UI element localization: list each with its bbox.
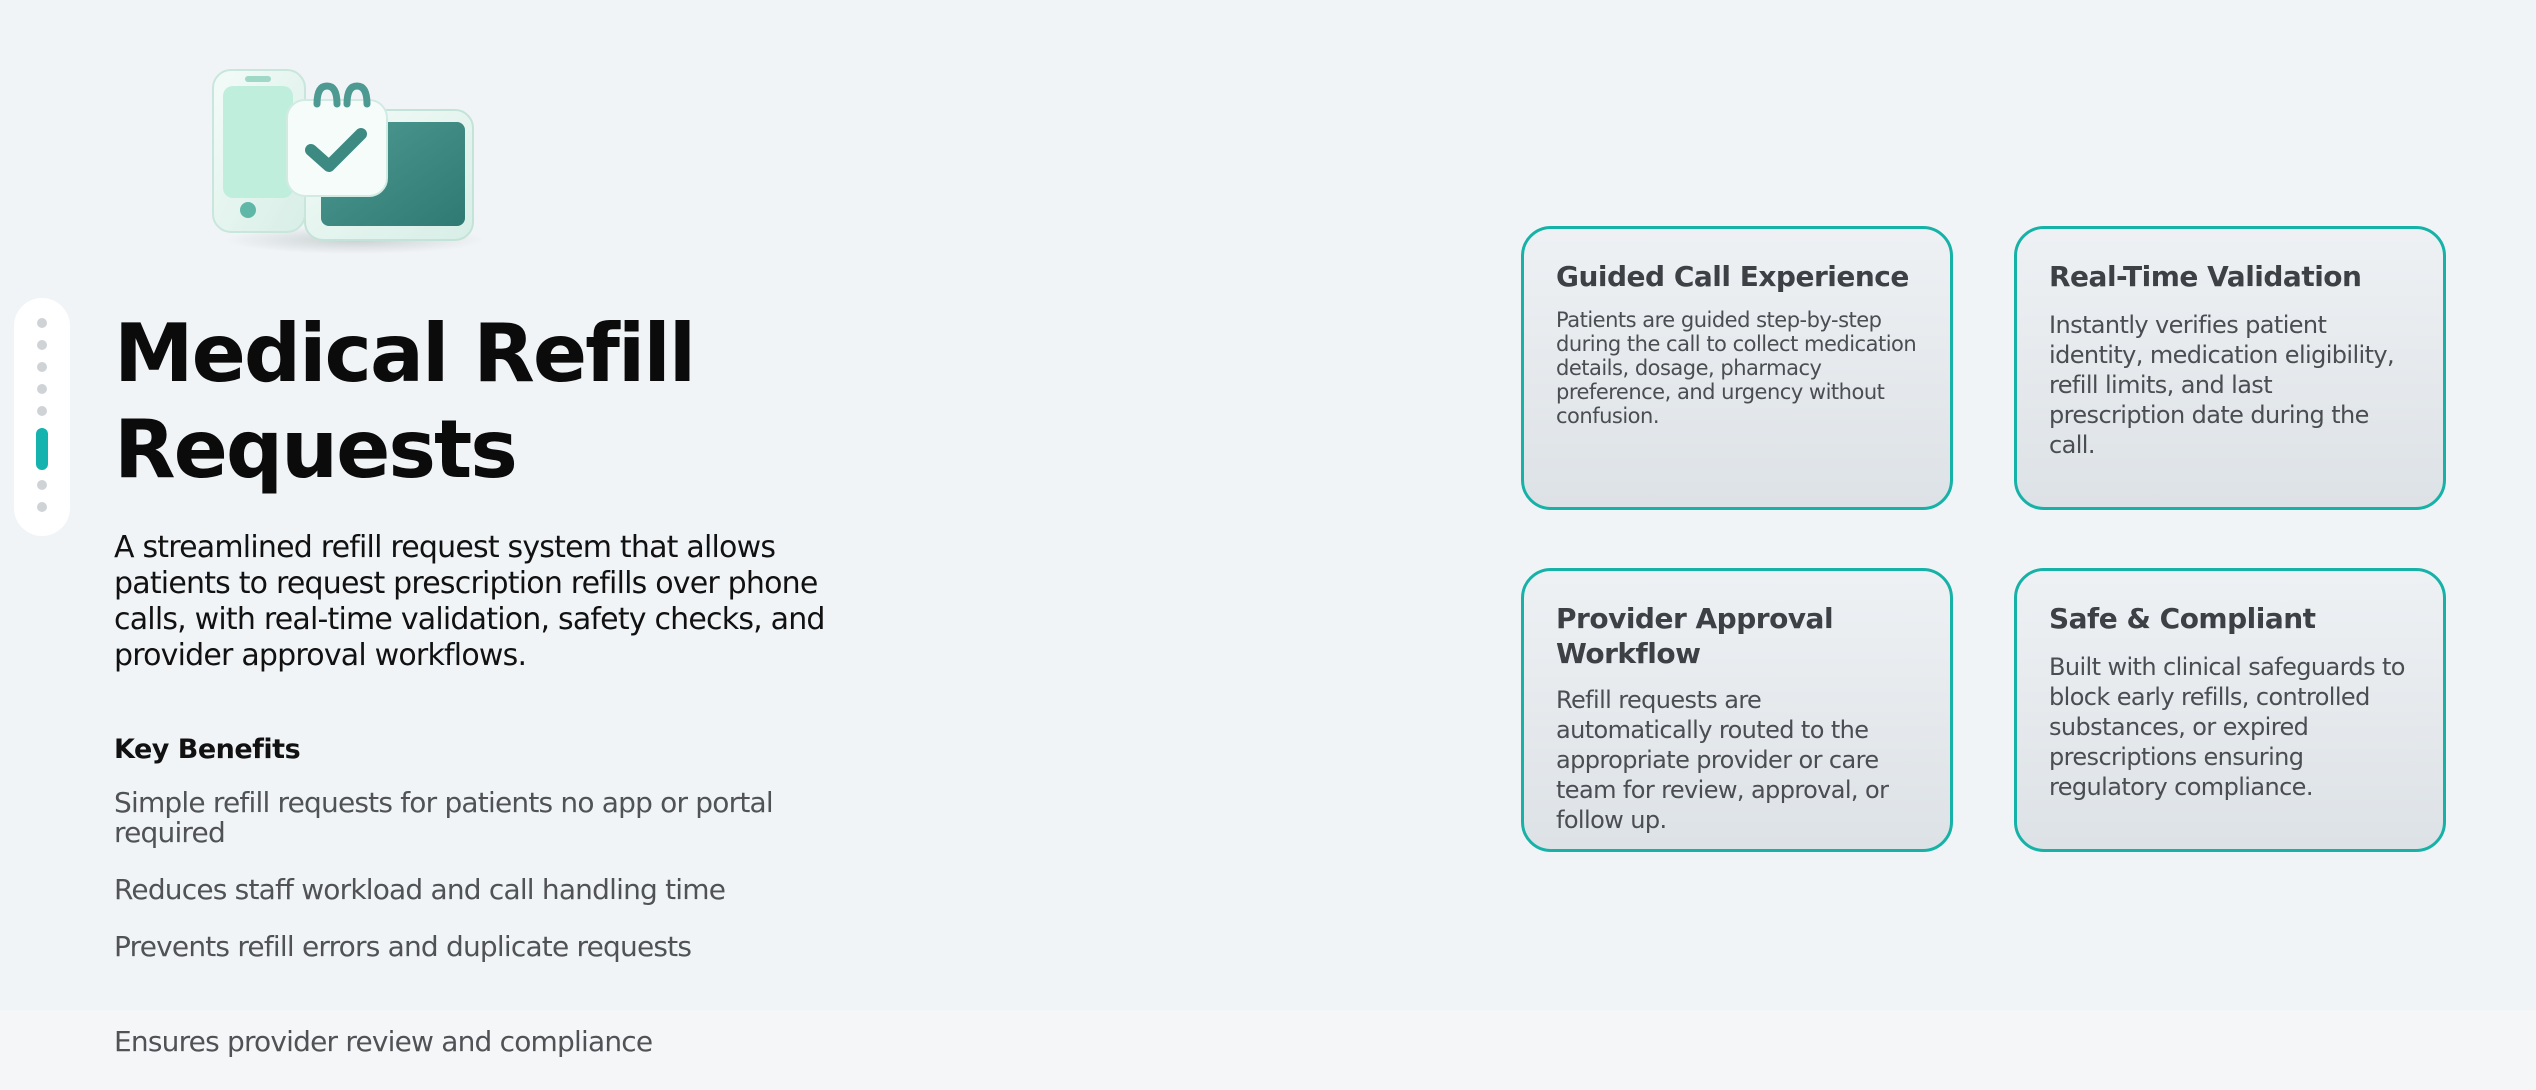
card-title: Real-Time Validation	[2049, 260, 2362, 293]
pager-dot[interactable]	[37, 480, 47, 490]
pager-dot-active[interactable]	[36, 428, 48, 470]
pager-dot[interactable]	[37, 384, 47, 394]
benefit-item: Simple refill requests for patients no app or portal required	[114, 786, 773, 849]
pager-dot[interactable]	[37, 340, 47, 350]
slide-pager[interactable]	[14, 298, 70, 536]
phone-calendar-check-icon	[205, 62, 495, 262]
pager-dot[interactable]	[37, 406, 47, 416]
page-description: A streamlined refill request system that allows patients to request prescription refills over phone calls, with real-time validation, safety checks, and provider approval workflows.	[114, 530, 825, 673]
card-title: Safe & Compliant	[2049, 602, 2316, 635]
feature-card-provider-approval	[1521, 568, 1953, 852]
pager-dot[interactable]	[37, 362, 47, 372]
card-text: Built with clinical safeguards to block early refills, controlled substances, or expired prescriptions ensuring regulatory compliance.	[2049, 653, 2405, 801]
feature-card-safe-compliant	[2014, 568, 2446, 852]
feature-card-real-time-validation	[2014, 226, 2446, 510]
card-text: Patients are guided step-by-step during the call to collect medication details, dosage, pharmacy preference, and urgency without confusion.	[1556, 308, 1917, 428]
benefit-item: Reduces staff workload and call handling time	[114, 873, 726, 906]
card-title: Guided Call Experience	[1556, 260, 1909, 293]
benefit-item: Prevents refill errors and duplicate requests	[114, 930, 692, 963]
page-title: Medical Refill Requests	[114, 307, 695, 496]
pager-dot[interactable]	[37, 318, 47, 328]
pager-dot[interactable]	[37, 502, 47, 512]
benefit-item: Ensures provider review and compliance	[114, 1025, 653, 1058]
card-text: Instantly verifies patient identity, medication eligibility, refill limits, and last prescription date during the call.	[2049, 311, 2395, 459]
feature-card-guided-call	[1521, 226, 1953, 510]
benefits-heading: Key Benefits	[114, 734, 301, 765]
card-title: Provider Approval Workflow	[1556, 602, 1834, 670]
card-text: Refill requests are automatically routed to the appropriate provider or care team for review, approval, or follow up.	[1556, 686, 1889, 834]
